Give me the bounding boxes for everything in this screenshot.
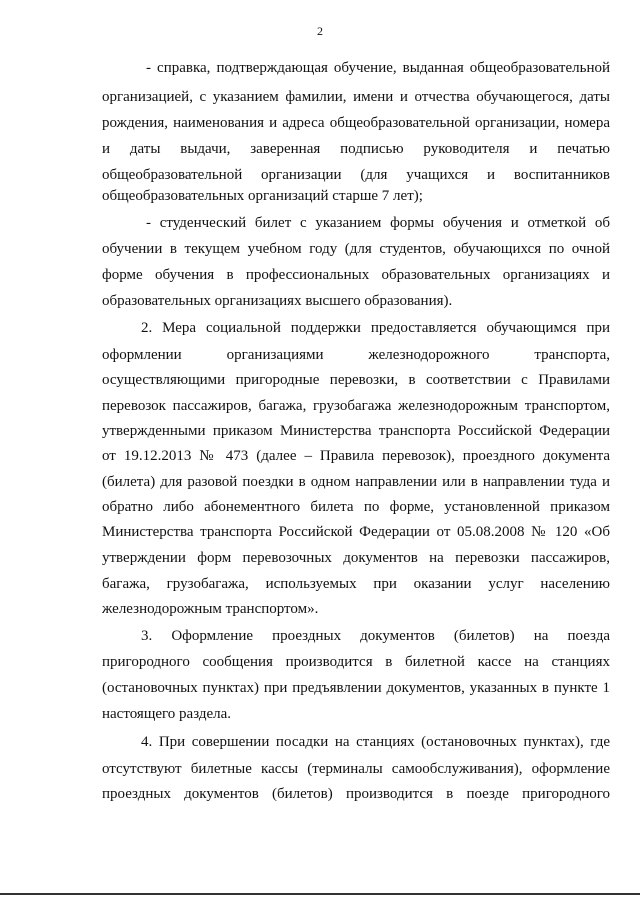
paragraph-1-line-5: общеобразовательной организации (для учащихся и воспитанников bbox=[102, 167, 610, 183]
paragraph-3-line-1: 2. Мера социальной поддержки предоставляется обучающимся при bbox=[141, 320, 610, 336]
paragraph-4-line-3: (остановочных пунктах) при предъявлении документов, указанных в пункте 1 bbox=[102, 680, 610, 696]
paragraph-3-line-8: обратно либо абонементного билета по форме, установленной приказом bbox=[102, 499, 610, 515]
paragraph-3-line-2: оформлении организациями железнодорожного транспорта, bbox=[102, 347, 610, 363]
paragraph-1-line-3: рождения, наименования и адреса общеобразовательной организации, номера bbox=[102, 115, 610, 131]
paragraph-3-line-10: утверждении форм перевозочных документов на перевозки пассажиров, bbox=[102, 550, 610, 566]
page-bottom-edge bbox=[0, 893, 640, 895]
paragraph-3-line-6: от 19.12.2013 № 473 (далее – Правила перевозок), проездного документа bbox=[102, 448, 610, 464]
paragraph-3-line-5: утвержденными приказом Министерства транспорта Российской Федерации bbox=[102, 423, 610, 439]
paragraph-5-line-3: проездных документов (билетов) производится в поезде пригородного bbox=[102, 786, 610, 802]
page-number: 2 bbox=[317, 24, 323, 38]
paragraph-5-line-2: отсутствуют билетные кассы (терминалы самообслуживания), оформление bbox=[102, 761, 610, 777]
paragraph-3-line-4: перевозок пассажиров, багажа, грузобагажа железнодорожным транспортом, bbox=[102, 398, 610, 414]
paragraph-3-line-11: багажа, грузобагажа, используемых при оказании услуг населению bbox=[102, 576, 610, 592]
paragraph-2-line-1: - студенческий билет с указанием формы обучения и отметкой об bbox=[146, 215, 610, 231]
paragraph-4-line-4: настоящего раздела. bbox=[102, 706, 232, 722]
paragraph-1-line-1: - справка, подтверждающая обучение, выданная общеобразовательной bbox=[146, 60, 610, 76]
paragraph-4-line-2: пригородного сообщения производится в билетной кассе на станциях bbox=[102, 654, 610, 670]
paragraph-2-line-2: обучении в текущем учебном году (для студентов, обучающихся по очной bbox=[102, 241, 610, 257]
paragraph-1-line-2: организацией, с указанием фамилии, имени и отчества обучающегося, даты bbox=[102, 89, 610, 105]
paragraph-5-line-1: 4. При совершении посадки на станциях (остановочных пунктах), где bbox=[141, 734, 610, 750]
paragraph-2-line-3: форме обучения в профессиональных образовательных организациях и bbox=[102, 267, 610, 283]
paragraph-3-line-12: железнодорожным транспортом». bbox=[102, 601, 319, 617]
paragraph-3-line-7: (билета) для разовой поездки в одном направлении или в направлении туда и bbox=[102, 474, 610, 490]
paragraph-1-line-6: общеобразовательных организаций старше 7 лет); bbox=[102, 188, 423, 204]
paragraph-4-line-1: 3. Оформление проездных документов (билетов) на поезда bbox=[141, 628, 610, 644]
paragraph-1-line-4: и даты выдачи, заверенная подписью руководителя и печатью bbox=[102, 141, 610, 157]
paragraph-3-line-3: осуществляющими пригородные перевозки, в соответствии с Правилами bbox=[102, 372, 610, 388]
paragraph-3-line-9: Министерства транспорта Российской Федерации от 05.08.2008 № 120 «Об bbox=[102, 524, 610, 540]
paragraph-2-line-4: образовательных организациях высшего образования). bbox=[102, 293, 453, 309]
